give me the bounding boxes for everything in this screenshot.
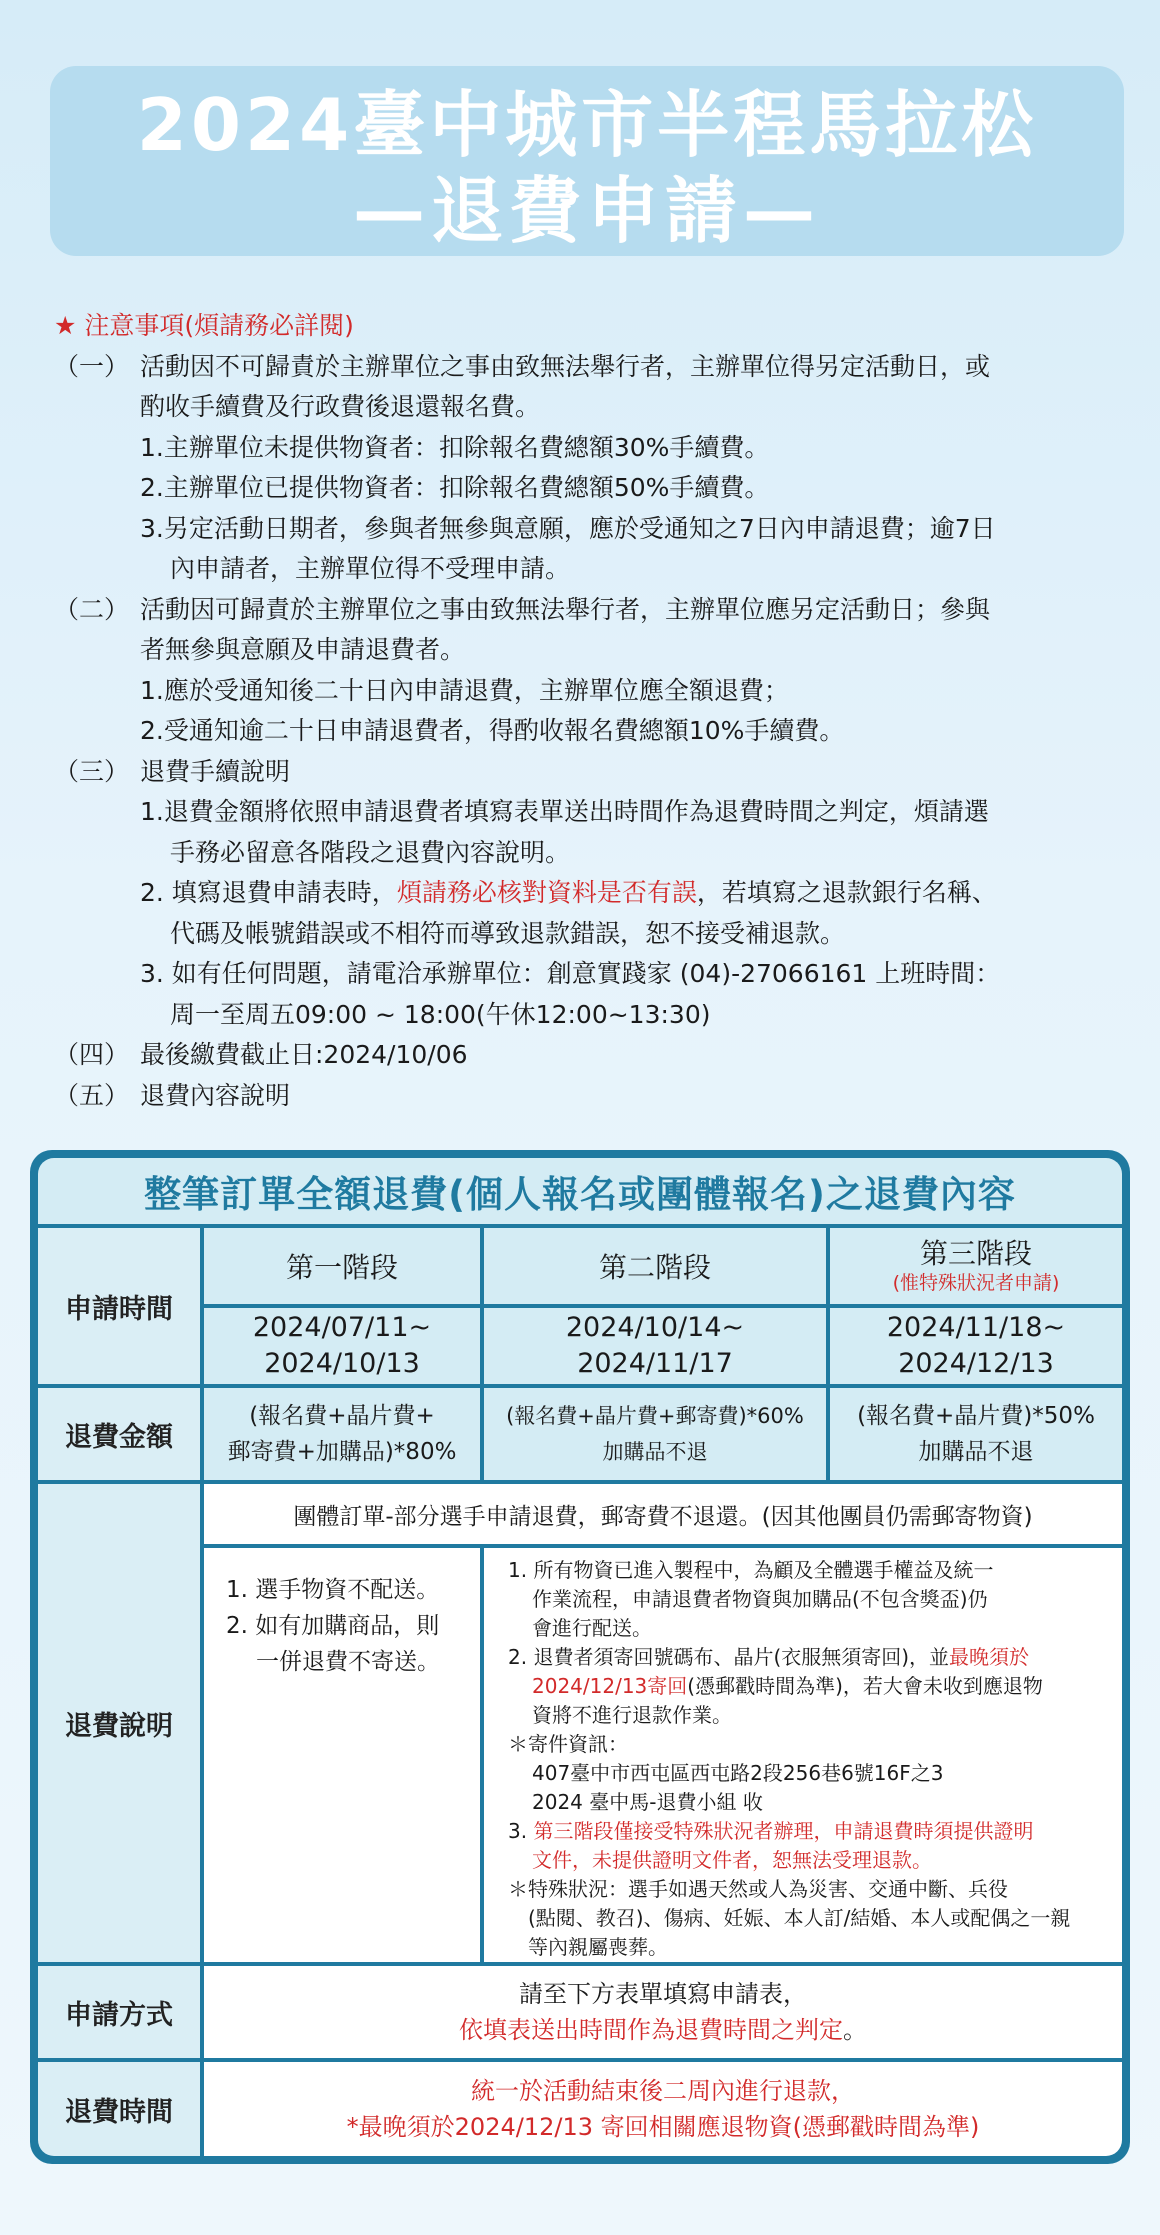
note-text: 者無參與意願及申請退費者。 [140, 635, 466, 664]
method-warning: 依填表送出時間作為退費時間之判定 [459, 2016, 843, 2044]
method-line [459, 2012, 867, 2048]
note-text: 2. 填寫退費申請表時， [140, 878, 397, 907]
list-item: 1. 選手物資不配送。 [226, 1577, 440, 1603]
list-item: 作業流程，申請退費者物資與加購品(不包含獎盃)仍 [532, 1587, 988, 1611]
amount-line: 加購品不退 [602, 1440, 708, 1464]
note-item-1 [54, 347, 1114, 388]
stage-3-header [830, 1228, 1122, 1304]
date-end: 2024/11/17 [577, 1348, 733, 1379]
note-text: 退費內容說明 [140, 1080, 291, 1110]
desc-right-list [484, 1548, 1122, 1962]
amount-line: 郵寄費+加購品)*80% [227, 1439, 457, 1465]
note-number: （一） [54, 351, 130, 381]
label-apply-time: 申請時間 [38, 1228, 200, 1384]
list-item [508, 1672, 1070, 1701]
stage-2-dates [484, 1308, 826, 1384]
note-item-4 [54, 1035, 1114, 1076]
label-apply-method: 申請方式 [38, 1966, 200, 2058]
group-order-note: 團體訂單-部分選手申請退費，郵寄費不退還。(因其他團員仍需郵寄物資) [204, 1484, 1122, 1544]
notes-section [54, 306, 1114, 1116]
label-refund-amount: 退費金額 [38, 1388, 200, 1480]
mail-address: 407臺中市西屯區西屯路2段256巷6號16F之3 [532, 1761, 944, 1785]
stage-3-warning: 文件，未提供證明文件者，恕無法受理退款。 [532, 1848, 932, 1872]
stage-1-dates [204, 1308, 480, 1384]
refund-time-text [204, 2062, 1122, 2156]
list-item [508, 1817, 1070, 1846]
note-item-3 [54, 752, 1114, 793]
note-item-2 [54, 590, 1114, 631]
note-number: （二） [54, 594, 130, 624]
mail-info-label: ＊寄件資訊： [508, 1732, 628, 1756]
stage-2-amount [484, 1388, 826, 1480]
note-subitem: 手務必留意各階段之退費內容說明。 [170, 837, 571, 867]
refund-line: *最晚須於2024/12/13 寄回相關應退物資(憑郵戳時間為準) [346, 2113, 980, 2141]
date-start: 2024/11/18~ [886, 1312, 1066, 1343]
note-subitem [54, 873, 1114, 914]
date-start: 2024/10/14~ [565, 1312, 745, 1343]
note-subitem: 3. 如有任何問題，請電洽承辦單位：創意實踐家 (04)-27066161 上班時間： [140, 959, 1001, 988]
note-subitem: 內申請者，主辦單位得不受理申請。 [170, 554, 571, 583]
note-item-5 [54, 1076, 1114, 1117]
stage-3-note: (惟特殊狀況者申請) [892, 1272, 1060, 1294]
page-subtitle: —退費申請— [352, 169, 821, 253]
amount-line: 加購品不退 [918, 1439, 1034, 1465]
note-number: （五） [54, 1080, 130, 1110]
note-subitem: 1.退費金額將依照申請退費者填寫表單送出時間作為退費時間之判定，煩請選 [140, 797, 989, 826]
note-text: 活動因不可歸責於主辦單位之事由致無法舉行者，主辦單位得另定活動日，或 [140, 351, 991, 381]
method-end: 。 [843, 2016, 867, 2044]
label-refund-time: 退費時間 [38, 2062, 200, 2156]
note-subitem: 1.應於受通知後二十日內申請退費，主辦單位應全額退費； [140, 675, 789, 705]
stage-3-name: 第三階段 [919, 1237, 1032, 1270]
note-subitem: 1.主辦單位未提供物資者：扣除報名費總額30%手續費。 [140, 432, 770, 462]
note-subitem: 2.受通知逾二十日申請退費者，得酌收報名費總額10%手續費。 [140, 716, 845, 745]
table-header: 整筆訂單全額退費(個人報名或團體報名)之退費內容 [38, 1158, 1122, 1224]
list-item: 1. 所有物資已進入製程中，為顧及全體選手權益及統一 [508, 1558, 994, 1582]
amount-line: (報名費+晶片費+郵寄費)*60% [506, 1404, 804, 1428]
note-text: ，若填寫之退款銀行名稱、 [696, 878, 997, 907]
refund-table [30, 1150, 1130, 2164]
note-text: 酌收手續費及行政費後退還報名費。 [140, 392, 541, 421]
note-warning: 煩請務必核對資料是否有誤 [396, 878, 697, 907]
date-start: 2024/07/11~ [252, 1312, 432, 1343]
note-number: （四） [54, 1040, 130, 1069]
note-text: 活動因可歸責於主辦單位之事由致無法舉行者，主辦單位應另定活動日；參與 [140, 594, 991, 624]
list-item: 會進行配送。 [532, 1616, 652, 1640]
desc-left-list [204, 1548, 480, 1962]
label-refund-desc: 退費說明 [38, 1484, 200, 1962]
stage-3-dates [830, 1308, 1122, 1384]
date-end: 2024/12/13 [898, 1348, 1054, 1379]
apply-method-text [204, 1966, 1122, 2058]
title-banner [50, 66, 1124, 256]
note-subitem: 2.主辦單位已提供物資者：扣除報名費總額50%手續費。 [140, 473, 770, 502]
list-item [508, 1643, 1070, 1672]
note-text: 退費手續說明 [140, 756, 291, 786]
stage-3-warning: 第三階段僅接受特殊狀況者辦理，申請退費時須提供證明 [533, 1819, 1034, 1843]
note-subitem: 3.另定活動日期者，參與者無參與意願，應於受通知之7日內申請退費；逾7日 [140, 513, 996, 543]
list-item: 2. 如有加購商品，則 [226, 1613, 440, 1639]
stage-2-header: 第二階段 [484, 1228, 826, 1304]
list-text: 2. 退費者須寄回號碼布、晶片(衣服無須寄回)，並 [508, 1645, 950, 1669]
note-subitem: 代碼及帳號錯誤或不相符而導致退款錯誤，恕不接受補退款。 [170, 918, 846, 948]
deadline-warning: 最晚須於 [949, 1645, 1030, 1669]
amount-line: (報名費+晶片費+ [249, 1403, 435, 1429]
special-case-label: ＊特殊狀況：選手如遇天然或人為災害、交通中斷、兵役 [508, 1877, 1008, 1901]
note-number: （三） [54, 756, 130, 786]
note-text: 最後繳費截止日:2024/10/06 [140, 1040, 468, 1069]
note-subitem: 周一至周五09:00 ~ 18:00(午休12:00~13:30) [170, 999, 711, 1029]
stage-1-amount [204, 1388, 480, 1480]
deadline-date: 2024/12/13寄回 [532, 1674, 688, 1698]
list-number: 3. [508, 1819, 534, 1843]
refund-line: 統一於活動結束後二周內進行退款， [471, 2077, 855, 2105]
list-item: 資將不進行退款作業。 [532, 1703, 732, 1727]
amount-line: (報名費+晶片費)*50% [857, 1403, 1095, 1429]
special-case-text: (點閱、教召)、傷病、妊娠、本人訂/結婚、本人或配偶之一親 [528, 1906, 1071, 1930]
page-title: 2024臺中城市半程馬拉松 [136, 83, 1038, 167]
list-text: (憑郵戳時間為準)，若大會未收到應退物 [687, 1674, 1043, 1698]
special-case-text: 等內親屬喪葬。 [528, 1935, 668, 1959]
stage-1-header: 第一階段 [204, 1228, 480, 1304]
method-line: 請至下方表單填寫申請表， [519, 1980, 807, 2008]
notes-heading: ★ 注意事項(煩請務必詳閱) [54, 311, 354, 340]
list-item: 一併退費不寄送。 [256, 1649, 440, 1675]
stage-3-amount [830, 1388, 1122, 1480]
mail-recipient: 2024 臺中馬-退費小組 收 [532, 1790, 763, 1814]
date-end: 2024/10/13 [264, 1348, 420, 1379]
